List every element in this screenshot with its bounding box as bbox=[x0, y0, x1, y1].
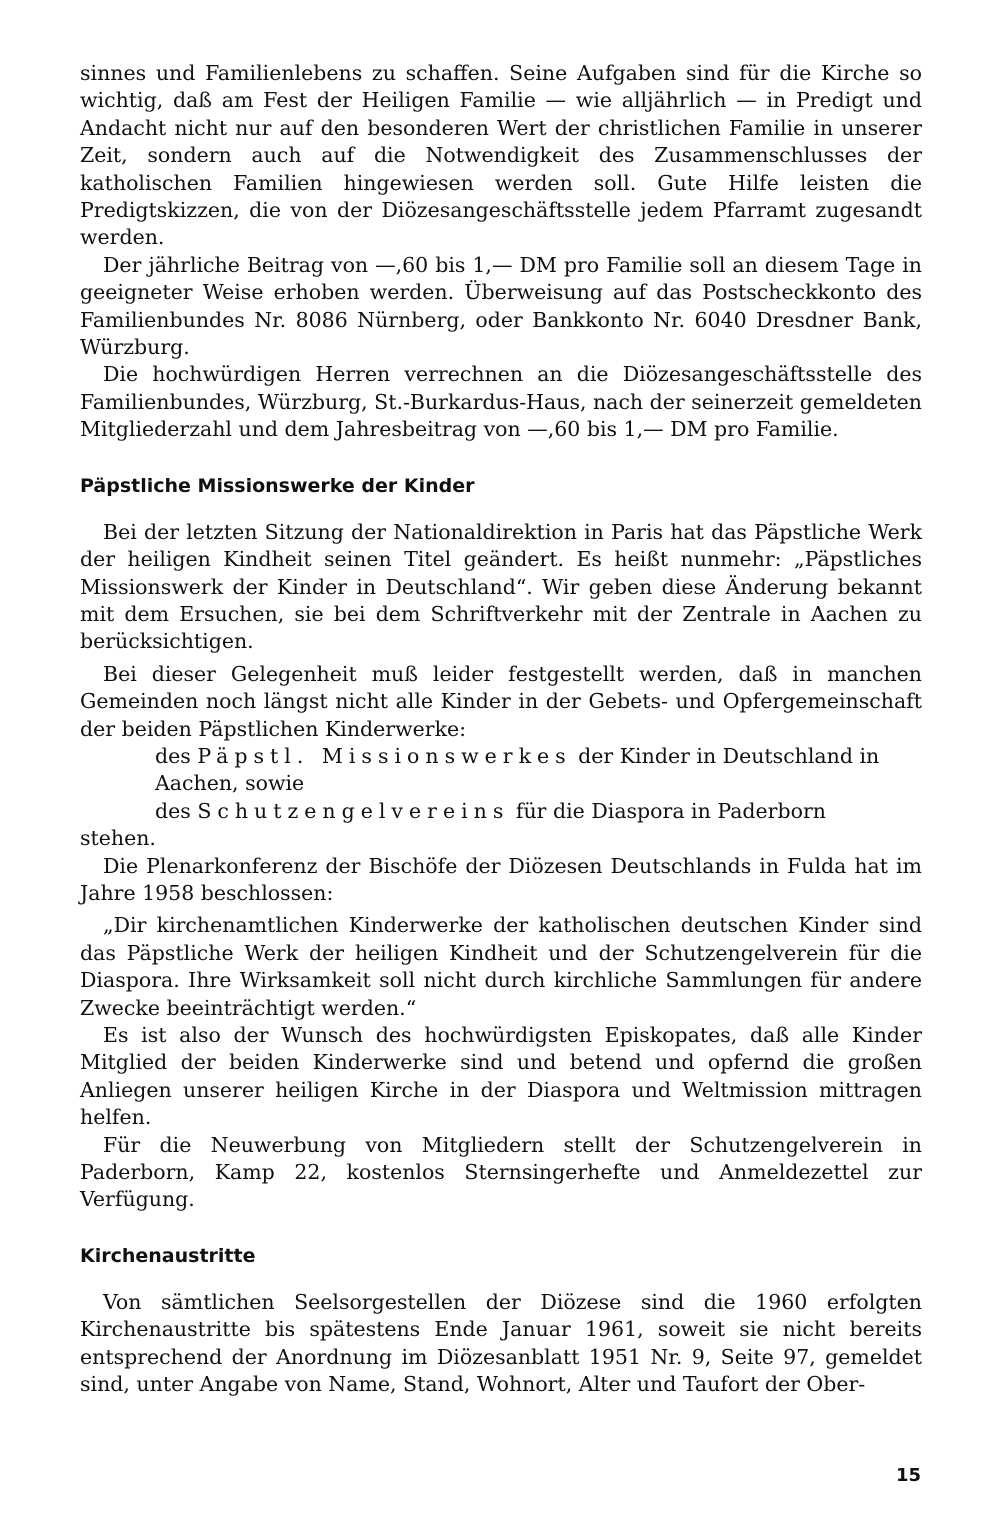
missions-paragraph-5: Es ist also der Wunsch des hochwürdigsten Episkopates, daß alle Kinder Mitglied der beiden Kinderwerke sind und betend und opfernd die großen Anliegen unserer heiligen Kirche in der Diaspora und Weltmission mittragen helfen. bbox=[80, 1023, 922, 1130]
list-item-rest: der Kinder in Deutschland in Aachen, sowie bbox=[155, 743, 880, 796]
list-item-spaced-title: Päpstl. Missionswerkes bbox=[197, 743, 572, 768]
missions-paragraph-2-end: stehen. bbox=[80, 826, 156, 851]
intro-paragraph-3: Die hochwürdigen Herren verrechnen an die Diözesangeschäftsstelle des Familienbundes, Würzburg, St.-Burkardus-Haus, nach der seinerzeit gemeldeten Mitgliederzahl und dem Jahresbeitrag von —,60 bis 1,— DM pro Familie. bbox=[80, 362, 923, 442]
page-number: 15 bbox=[895, 1465, 921, 1486]
section-heading-kirchenaustritte: Kirchenaustritte bbox=[80, 1244, 256, 1267]
list-item-schutzengelverein bbox=[80, 798, 922, 825]
list-item-spaced-title: Schutzengelvereins bbox=[197, 798, 510, 823]
list-item-prefix: des bbox=[155, 743, 191, 768]
list-item-missionswerk bbox=[80, 743, 922, 798]
austritte-paragraph-1: Von sämtlichen Seelsorgestellen der Diözese sind die 1960 erfolgten Kirchenaustritte bis spätestens Ende Januar 1961, soweit sie nicht bereits entsprechend der Anordnung im Diözesanblatt 1951 Nr. 9, Seite 97, gemeldet sind, unter Angabe von Name, Stand, Wohnort, Alter und Taufort der Ober- bbox=[80, 1289, 922, 1397]
section-heading-missionswerke: Päpstliche Missionswerke der Kinder bbox=[80, 474, 475, 497]
missions-paragraph-3: Die Plenarkonferenz der Bischöfe der Diözesen Deutschlands in Fulda hat im Jahre 1958 beschlossen: bbox=[80, 853, 922, 905]
list-item-rest: für die Diaspora in Paderborn bbox=[515, 798, 826, 823]
missions-quote: „Dir kirchenamtlichen Kinderwerke der katholischen deutschen Kinder sind das Päpstliche Werk der heiligen Kindheit und der Schutzengelverein für die Diaspora. Ihre Wirksamkeit soll nicht durch kirchliche Sammlungen für andere Zwecke beeinträchtigt werden.“ bbox=[80, 913, 922, 1020]
missions-paragraph-6: Für die Neuwerbung von Mitgliedern stellt der Schutzengelverein in Paderborn, Kamp 22, kostenlos Sternsingerhefte und Anmeldezettel zur Verfügung. bbox=[80, 1132, 922, 1212]
intro-paragraph-2: Der jährliche Beitrag von —,60 bis 1,— DM pro Familie soll an diesem Tage in geeigneter Weise erhoben werden. Überweisung auf das Postscheckkonto des Familienbundes Nr. 8086 Nürnberg, oder Bankkonto Nr. 6040 Dresdner Bank, Würzburg. bbox=[80, 252, 922, 360]
list-item-prefix: des bbox=[155, 798, 191, 823]
missions-paragraph-1: Bei der letzten Sitzung der Nationaldirektion in Paris hat das Päpstliche Werk der heiligen Kindheit seinen Titel geändert. Es heißt nunmehr: „Päpstliches Missionswerk der Kinder in Deutschland“. Wir geben diese Änderung bekannt mit dem Ersuchen, sie bei dem Schriftverkehr mit der Zentrale in Aachen zu berücksichtigen. bbox=[80, 519, 922, 654]
intro-paragraph-1: sinnes und Familienlebens zu schaffen. Seine Aufgaben sind für die Kirche so wichtig, daß am Fest der Heiligen Familie — wie alljährlich — in Predigt und Andacht nicht nur auf den besonderen Wert der christlichen Familie in unserer Zeit, sondern auch auf die Notwendigkeit des Zusammenschlusses der katholischen Familien hingewiesen werden soll. Gute Hilfe leisten die Predigtskizzen, die von der Diözesangeschäftsstelle jedem Pfarramt zugesandt werden. bbox=[80, 61, 922, 250]
missions-paragraph-2: Bei dieser Gelegenheit muß leider festgestellt werden, daß in manchen Gemeinden noch längst nicht alle Kinder in der Gebets- und Opfergemeinschaft der beiden Päpstlichen Kinderwerke: bbox=[80, 661, 922, 741]
document-page bbox=[80, 60, 922, 1398]
